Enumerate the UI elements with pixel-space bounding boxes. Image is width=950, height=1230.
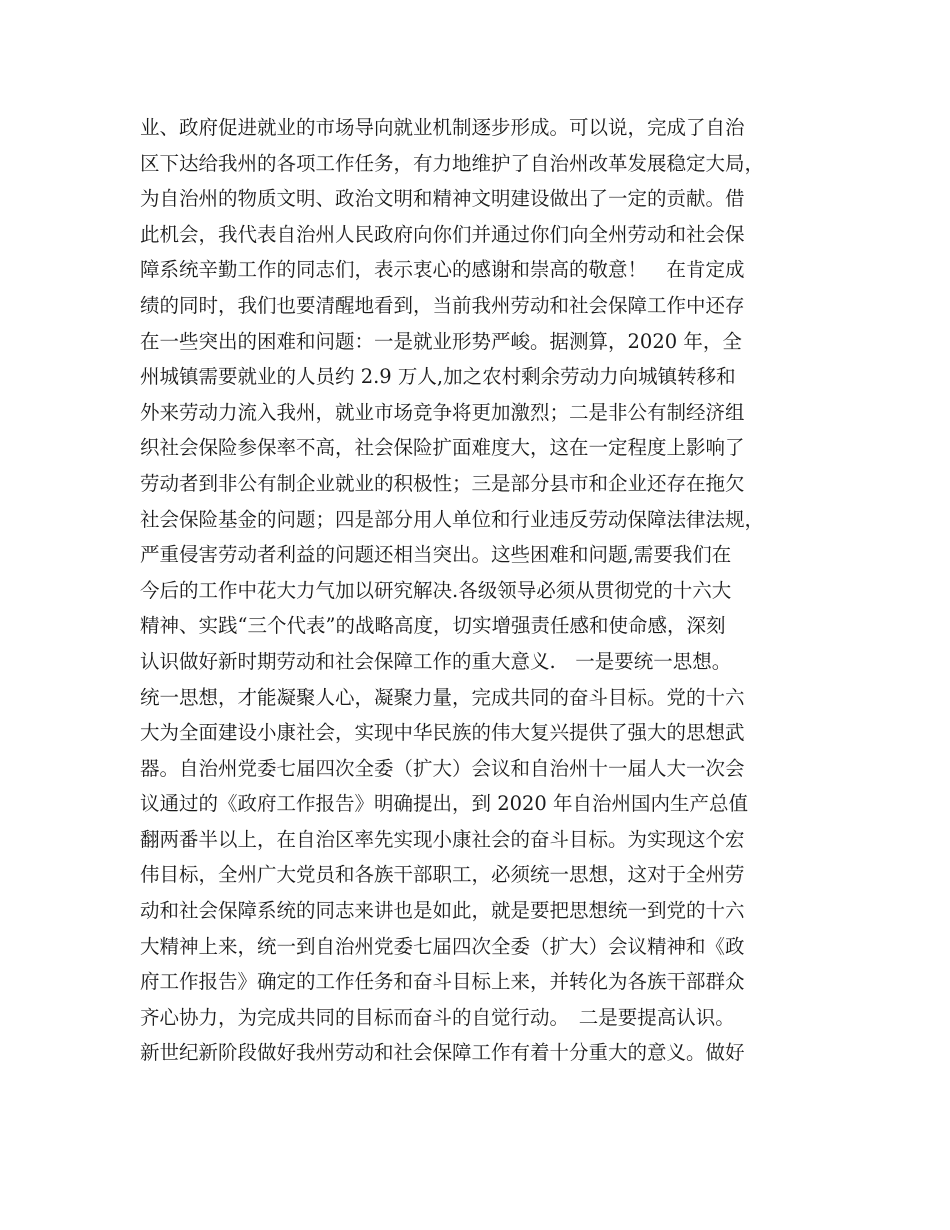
text-line: 器。自治州党委七届四次全委（扩大）会议和自治州十一届人大一次会: [140, 756, 745, 780]
text-line: 社会保险基金的问题；四是部分用人单位和行业违反劳动保障法律法规，: [140, 507, 765, 531]
text-line: 府工作报告》确定的工作任务和奋斗目标上来，并转化为各族干部群众: [140, 970, 745, 994]
text-line: 统一思想，才能凝聚人心，凝聚力量，完成共同的奋斗目标。党的十六: [140, 685, 745, 709]
text-line: 业、政府促进就业的市场导向就业机制逐步形成。可以说，完成了自治: [140, 116, 745, 139]
text-line: 翻两番半以上，在自治区率先实现小康社会的奋斗目标。为实现这个宏: [140, 827, 745, 851]
text-line: 严重侵害劳动者利益的问题还相当突出。这些困难和问题,需要我们在: [140, 543, 732, 567]
body-text: [140, 110, 840, 1071]
text-line: 齐心协力，为完成共同的目标而奋斗的自觉行动。 二是要提高认识。: [140, 1005, 735, 1029]
text-line: 在一些突出的困难和问题：一是就业形势严峻。据测算，2020 年，全: [140, 329, 742, 353]
text-line: 议通过的《政府工作报告》明确提出，到 2020 年自治州国内生产总值: [140, 792, 749, 816]
text-line: 此机会，我代表自治州人民政府向你们并通过你们向全州劳动和社会保: [140, 222, 745, 246]
text-line: 大为全面建设小康社会，实现中华民族的伟大复兴提供了强大的思想武: [140, 721, 745, 745]
text-line: 织社会保险参保率不高，社会保险扩面难度大，这在一定程度上影响了: [140, 436, 745, 460]
text-line: 为自治州的物质文明、政治文明和精神文明建设做出了一定的贡献。借: [140, 187, 745, 211]
text-line: 动和社会保障系统的同志来讲也是如此，就是要把思想统一到党的十六: [140, 899, 745, 923]
text-line: 精神、实践“三个代表”的战略高度，切实增强责任感和使命感，深刻: [140, 614, 726, 638]
text-line: 新世纪新阶段做好我州劳动和社会保障工作有着十分重大的意义。做好: [140, 1041, 745, 1065]
text-line: 劳动者到非公有制企业就业的积极性；三是部分县市和企业还存在拖欠: [140, 471, 745, 495]
text-line: 州城镇需要就业的人员约 2.9 万人,加之农村剩余劳动力向城镇转移和: [140, 365, 736, 389]
text-line: 绩的同时，我们也要清醒地看到，当前我州劳动和社会保障工作中还存: [140, 293, 745, 317]
text-line: 大精神上来，统一到自治州党委七届四次全委（扩大）会议精神和《政: [140, 934, 745, 958]
text-line: 伟目标，全州广大党员和各族干部职工，必须统一思想，这对于全州劳: [140, 863, 745, 887]
text-line: 外来劳动力流入我州，就业市场竞争将更加激烈；二是非公有制经济组: [140, 400, 745, 424]
text-line: 认识做好新时期劳动和社会保障工作的重大意义. 一是要统一思想。: [140, 649, 732, 673]
text-line: 障系统辛勤工作的同志们，表示衷心的感谢和崇高的敬意！ 在肯定成: [140, 258, 745, 282]
text-line: 区下达给我州的各项工作任务，有力地维护了自治州改革发展稳定大局，: [140, 151, 765, 175]
text-line: 今后的工作中花大力气加以研究解决.各级领导必须从贯彻党的十六大: [140, 578, 732, 602]
